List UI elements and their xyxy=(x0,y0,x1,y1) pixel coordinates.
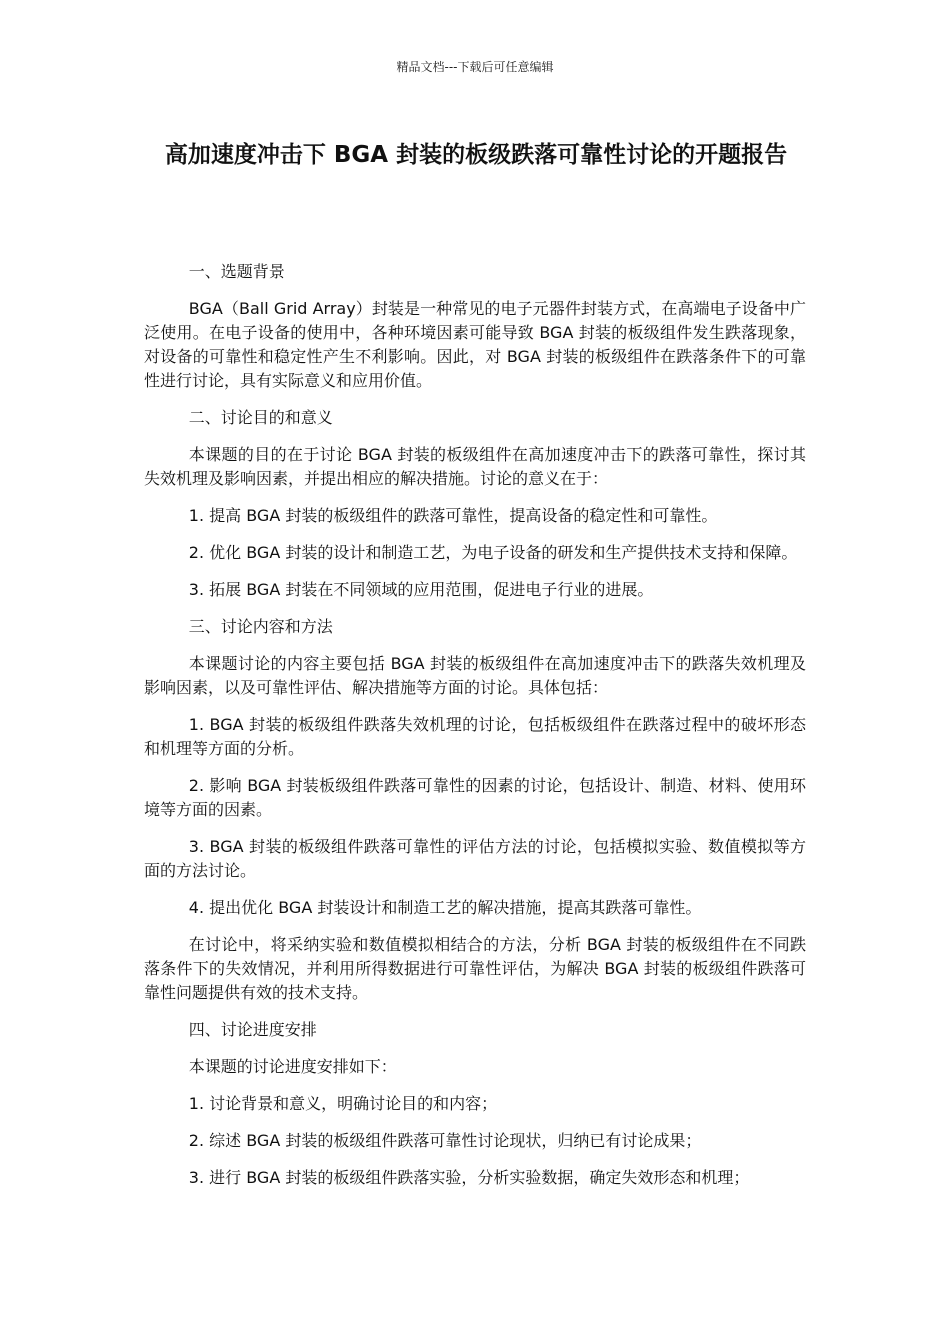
section-heading-content: 三、讨论内容和方法 xyxy=(188,617,333,636)
list-item: 3. BGA 封装的板级组件跌落可靠性的评估方法的讨论，包括模拟实验、数值模拟等方面的方法讨论。 xyxy=(144,837,806,880)
paragraph-method: 在讨论中，将采纳实验和数值模拟相结合的方法，分析 BGA 封装的板级组件在不同跌落条件下的失效情况，并利用所得数据进行可靠性评估，为解决 BGA 封装的板级组件跌落可靠性问题提供有效的技术支持。 xyxy=(144,935,806,1002)
section-heading-schedule: 四、讨论进度安排 xyxy=(188,1020,317,1039)
list-item: 2. 优化 BGA 封装的设计和制造工艺，为电子设备的研发和生产提供技术支持和保障。 xyxy=(188,543,798,562)
list-item: 2. 综述 BGA 封装的板级组件跌落可靠性讨论现状，归纳已有讨论成果； xyxy=(188,1131,702,1150)
list-item: 2. 影响 BGA 封装板级组件跌落可靠性的因素的讨论，包括设计、制造、材料、使用环境等方面的因素。 xyxy=(144,776,806,819)
paragraph-content: 本课题讨论的内容主要包括 BGA 封装的板级组件在高加速度冲击下的跌落失效机理及影响因素，以及可靠性评估、解决措施等方面的讨论。具体包括： xyxy=(144,654,806,697)
paragraph-purpose: 本课题的目的在于讨论 BGA 封装的板级组件在高加速度冲击下的跌落可靠性，探讨其失效机理及影响因素，并提出相应的解决措施。讨论的意义在于： xyxy=(144,445,806,488)
list-item: 1. BGA 封装的板级组件跌落失效机理的讨论，包括板级组件在跌落过程中的破坏形态和机理等方面的分析。 xyxy=(144,715,806,758)
list-item: 3. 拓展 BGA 封装在不同领域的应用范围，促进电子行业的进展。 xyxy=(188,580,654,599)
list-item: 4. 提出优化 BGA 封装设计和制造工艺的解决措施，提高其跌落可靠性。 xyxy=(188,898,702,917)
document-body xyxy=(144,260,806,1203)
section-heading-purpose: 二、讨论目的和意义 xyxy=(188,408,333,427)
paragraph-schedule: 本课题的讨论进度安排如下： xyxy=(188,1057,397,1076)
section-heading-background: 一、选题背景 xyxy=(188,262,285,281)
list-item: 3. 进行 BGA 封装的板级组件跌落实验，分析实验数据，确定失效形态和机理； xyxy=(188,1168,750,1187)
page-header: 精品文档---下载后可任意编辑 xyxy=(396,60,554,74)
document-title: 高加速度冲击下 BGA 封装的板级跌落可靠性讨论的开题报告 xyxy=(164,142,788,168)
list-item: 1. 提高 BGA 封装的板级组件的跌落可靠性，提高设备的稳定性和可靠性。 xyxy=(188,506,718,525)
list-item: 1. 讨论背景和意义，明确讨论目的和内容； xyxy=(188,1094,498,1113)
paragraph-background: BGA（Ball Grid Array）封装是一种常见的电子元器件封装方式，在高端电子设备中广泛使用。在电子设备的使用中，各种环境因素可能导致 BGA 封装的板级组件发生跌落现象，对设备的可靠性和稳定性产生不利影响。因此，对 BGA 封装的板级组件在跌落条件下的可靠性进行讨论，具有实际意义和应用价值。 xyxy=(144,299,806,390)
